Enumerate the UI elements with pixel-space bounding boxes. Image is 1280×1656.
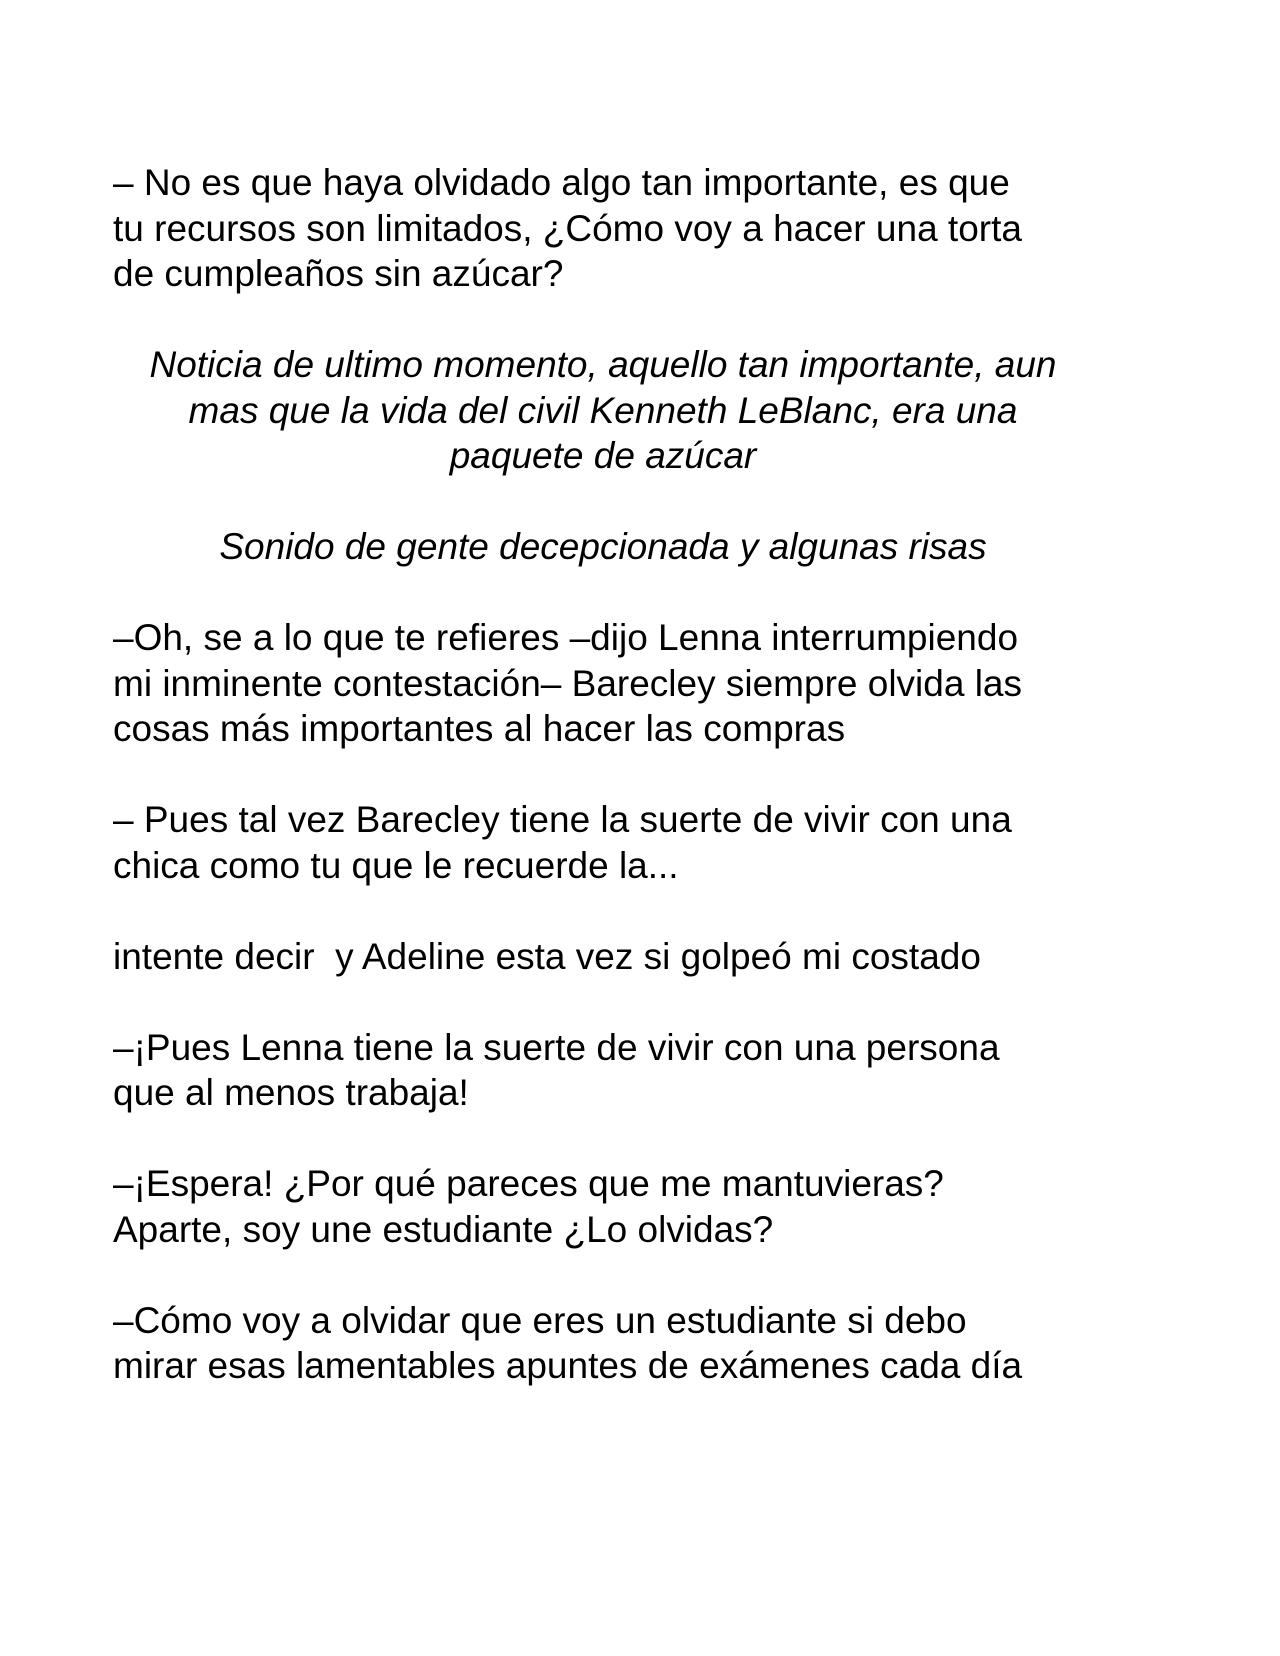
text-line: – Pues tal vez Barecley tiene la suerte de vivir con una [113,799,1012,840]
paragraph-dialogue [113,1025,1093,1116]
text-line: cosas más importantes al hacer las compras [113,708,846,749]
text-line: mi inminente contestación– Barecley siempre olvida las [113,662,1022,704]
paragraph-dialogue [113,797,1093,888]
text-line: intente decir y Adeline esta vez si golpeó mi costado [113,935,981,977]
text-line: –Oh, se a lo que te refieres –dijo Lenna interrumpiendo [113,617,1019,658]
text-line: Aparte, soy une estudiante ¿Lo olvidas? [113,1208,774,1250]
paragraph-dialogue [113,1298,1093,1389]
text-line: –Cómo voy a olvidar que eres un estudiante si debo [113,1299,967,1341]
text-line: mas que la vida del civil Kenneth LeBlanc, era una [188,389,1018,431]
text-line: Sonido de gente decepcionada y algunas risas [219,526,987,567]
text-line: Noticia de ultimo momento, aquello tan importante, aun [149,344,1057,385]
paragraph-dialogue [113,615,1093,752]
text-line: – No es que haya olvidado algo tan importante, es que [113,162,1010,203]
text-line: chica como tu que le recuerde la... [113,844,679,886]
paragraph-dialogue [113,934,1093,980]
text-line: que al menos trabaja! [113,1072,469,1113]
paragraph-dialogue [113,1161,1093,1252]
text-line: tu recursos son limitados, ¿Cómo voy a hacer una torta [113,207,1022,249]
text-line: –¡Espera! ¿Por qué pareces que me mantuvieras? [113,1163,944,1204]
text-line: mirar esas lamentables apuntes de exámenes cada día [113,1345,1023,1386]
text-line: –¡Pues Lenna tiene la suerte de vivir con una persona [113,1026,1000,1068]
document-page [113,160,1093,1434]
text-line: paquete de azúcar [449,435,757,476]
paragraph-narration [113,342,1093,479]
text-line: de cumpleaños sin azúcar? [113,253,564,294]
paragraph-narration [113,524,1093,570]
paragraph-dialogue [113,160,1093,297]
